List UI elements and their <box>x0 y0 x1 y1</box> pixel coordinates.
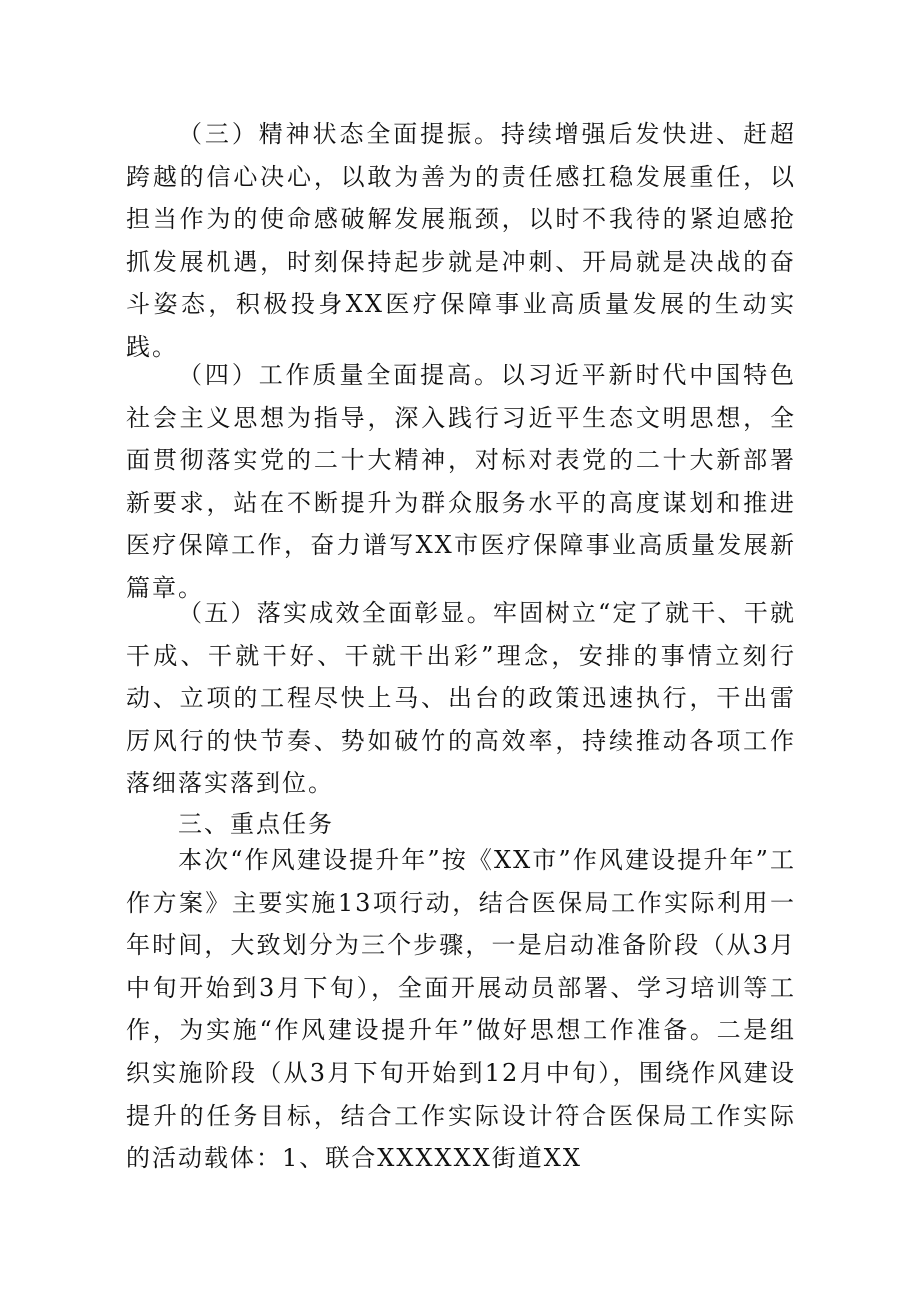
paragraph-implementation-results: （五）落实成效全面彰显。牢固树立“定了就干、干就干成、干就干好、干就干出彩”理念，安排的事情立刻行动、立项的工程尽快上马、出台的政策迅速执行，干出雷厉风行的快节奏、势如破竹的高效率，持续推动各项工作落细落实落到位。 <box>126 599 796 798</box>
section-heading-key-tasks: 三、重点任务 <box>178 810 334 838</box>
paragraph-task-overview: 本次“作风建设提升年”按《XX市”作风建设提升年”工作方案》主要实施13项行动，结合医保局工作实际利用一年时间，大致划分为三个步骤，一是启动准备阶段（从3月中旬开始到3月下旬），全面开展动员部署、学习培训等工作，为实施“作风建设提升年”做好思想工作准备。二是组织实施阶段（从3月下旬开始到12月中旬），围绕作风建设提升的任务目标，结合工作实际设计符合医保局工作实际的活动载体：1、联合XXXXXX街道XX <box>126 846 796 1173</box>
paragraph-work-quality: （四）工作质量全面提高。以习近平新时代中国特色社会主义思想为指导，深入践行习近平生态文明思想，全面贯彻落实党的二十大精神，对标对表党的二十大新部署新要求，站在不断提升为群众服务水平的高度谋划和推进医疗保障工作，奋力谱写XX市医疗保障事业高质量发展新篇章。 <box>126 361 796 602</box>
paragraph-spirit-state: （三）精神状态全面提振。持续增强后发快进、赶超跨越的信心决心，以敢为善为的责任感扛稳发展重任，以担当作为的使命感破解发展瓶颈，以时不我待的紧迫感抢抓发展机遇，时刻保持起步就是冲刺、开局就是决战的奋斗姿态，积极投身XX医疗保障事业高质量发展的生动实践。 <box>126 120 796 361</box>
